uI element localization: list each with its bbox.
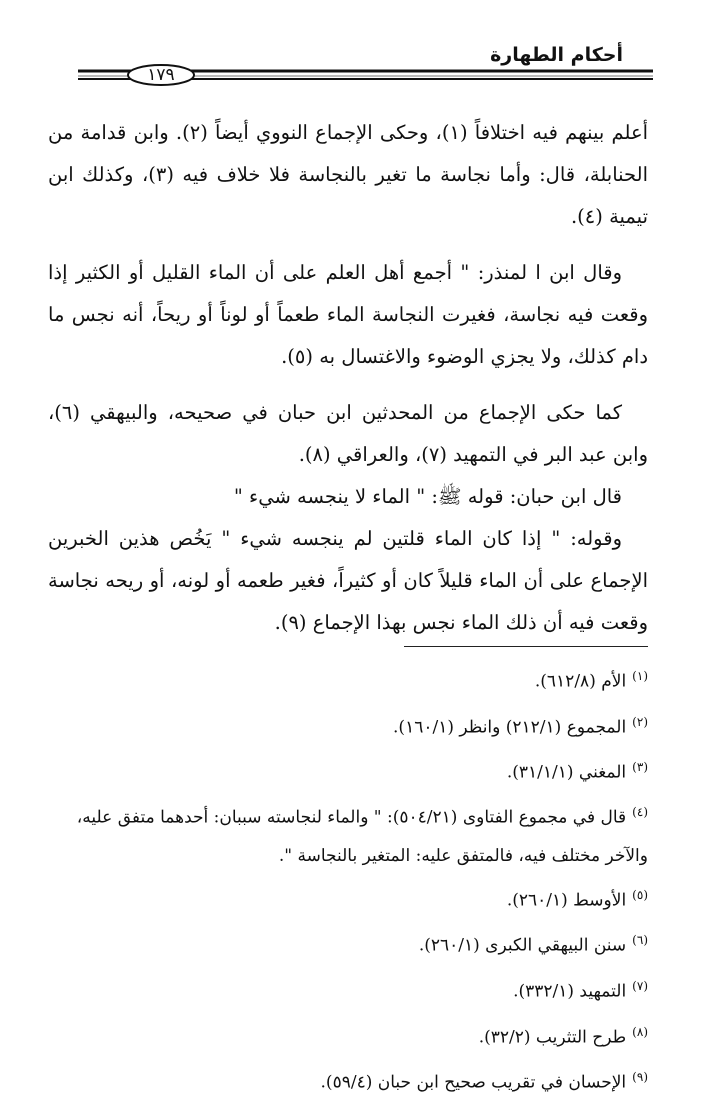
main-text — [48, 112, 648, 644]
footnote-number: (٦) — [632, 933, 648, 948]
footnote-text: قال في مجموع الفتاوى (٥٠٤/٢١): " والماء لنجاسته سببان: أحدهما متفق عليه، والآخر مختلف فيه، فالمتفق عليه: المتغير بالنجاسة ". — [76, 807, 648, 866]
footnote — [48, 875, 648, 921]
footnotes — [48, 656, 648, 1103]
footnote — [48, 1012, 648, 1058]
footnote-text: الأم (٦١٢/٨). — [534, 671, 627, 692]
running-title: أحكام الطهارة — [490, 44, 623, 66]
paragraph-5: وقوله: " إذا كان الماء قلتين لم ينجسه شيء " يَخُص هذين الخبرين الإجماع على أن الماء قليلاً كان أو كثيراً، فغير طعمه أو لونه، أو ريحه نجاسة وقعت فيه أن ذلك الماء نجس بهذا الإجماع (٩). — [48, 527, 648, 634]
footnote-number: (٤) — [632, 804, 648, 819]
footnote-text: الإحسان في تقريب صحيح ابن حبان (٥٩/٤). — [320, 1072, 627, 1093]
paragraph-4: قال ابن حبان: قوله ﷺ: " الماء لا ينجسه شيء " — [233, 485, 622, 508]
footnote-number: (٥) — [632, 887, 648, 902]
footnote-text: سنن البيهقي الكبرى (٢٦٠/١). — [418, 935, 627, 956]
page-number: ١٧٩ — [147, 65, 175, 85]
footnote — [48, 656, 648, 702]
footnote — [48, 702, 648, 748]
footnote-number: (٣) — [632, 760, 648, 775]
paragraph-3: كما حكى الإجماع من المحدثين ابن حبان في صحيحه، والبيهقي (٦)، وابن عبد البر في التمهيد (٧)، والعراقي (٨). — [48, 401, 648, 466]
footnote-text: التمهيد (٣٣٢/١). — [513, 981, 627, 1002]
footnote-number: (٩) — [632, 1070, 648, 1085]
footnote-number: (٨) — [632, 1024, 648, 1039]
footnote-text: الأوسط (٢٦٠/١). — [506, 890, 627, 911]
footnote — [48, 920, 648, 966]
footnote-number: (٧) — [632, 978, 648, 993]
footnote — [48, 1057, 648, 1103]
footnote — [48, 747, 648, 793]
footnote-number: (١) — [632, 669, 648, 683]
footnote-divider — [404, 646, 648, 647]
paragraph-2: وقال ابن ا لمنذر: " أجمع أهل العلم على أن الماء القليل أو الكثير إذا وقعت فيه نجاسة، فغيرت النجاسة الماء طعماً أو لوناً أو ريحاً، أنه نجس ما دام كذلك، ولا يجزي الوضوء والاغتسال به (٥). — [48, 261, 648, 368]
footnote-number: (٢) — [632, 714, 648, 729]
footnote-text: طرح التثريب (٣٢/٢). — [478, 1027, 627, 1048]
footnote-text: المجموع (٢١٢/١) وانظر (١٦٠/١). — [393, 717, 627, 738]
footnote — [48, 793, 648, 875]
paragraph-1: أعلم بينهم فيه اختلافاً (١)، وحكى الإجماع النووي أيضاً (٢). وابن قدامة من الحنابلة، قال: وأما نجاسة ما تغير بالنجاسة فلا خلاف فيه (٣)، وكذلك ابن تيمية (٤). — [48, 121, 649, 228]
footnote-text: المغني (٣١/١/١). — [506, 762, 627, 783]
footnote — [48, 966, 648, 1012]
